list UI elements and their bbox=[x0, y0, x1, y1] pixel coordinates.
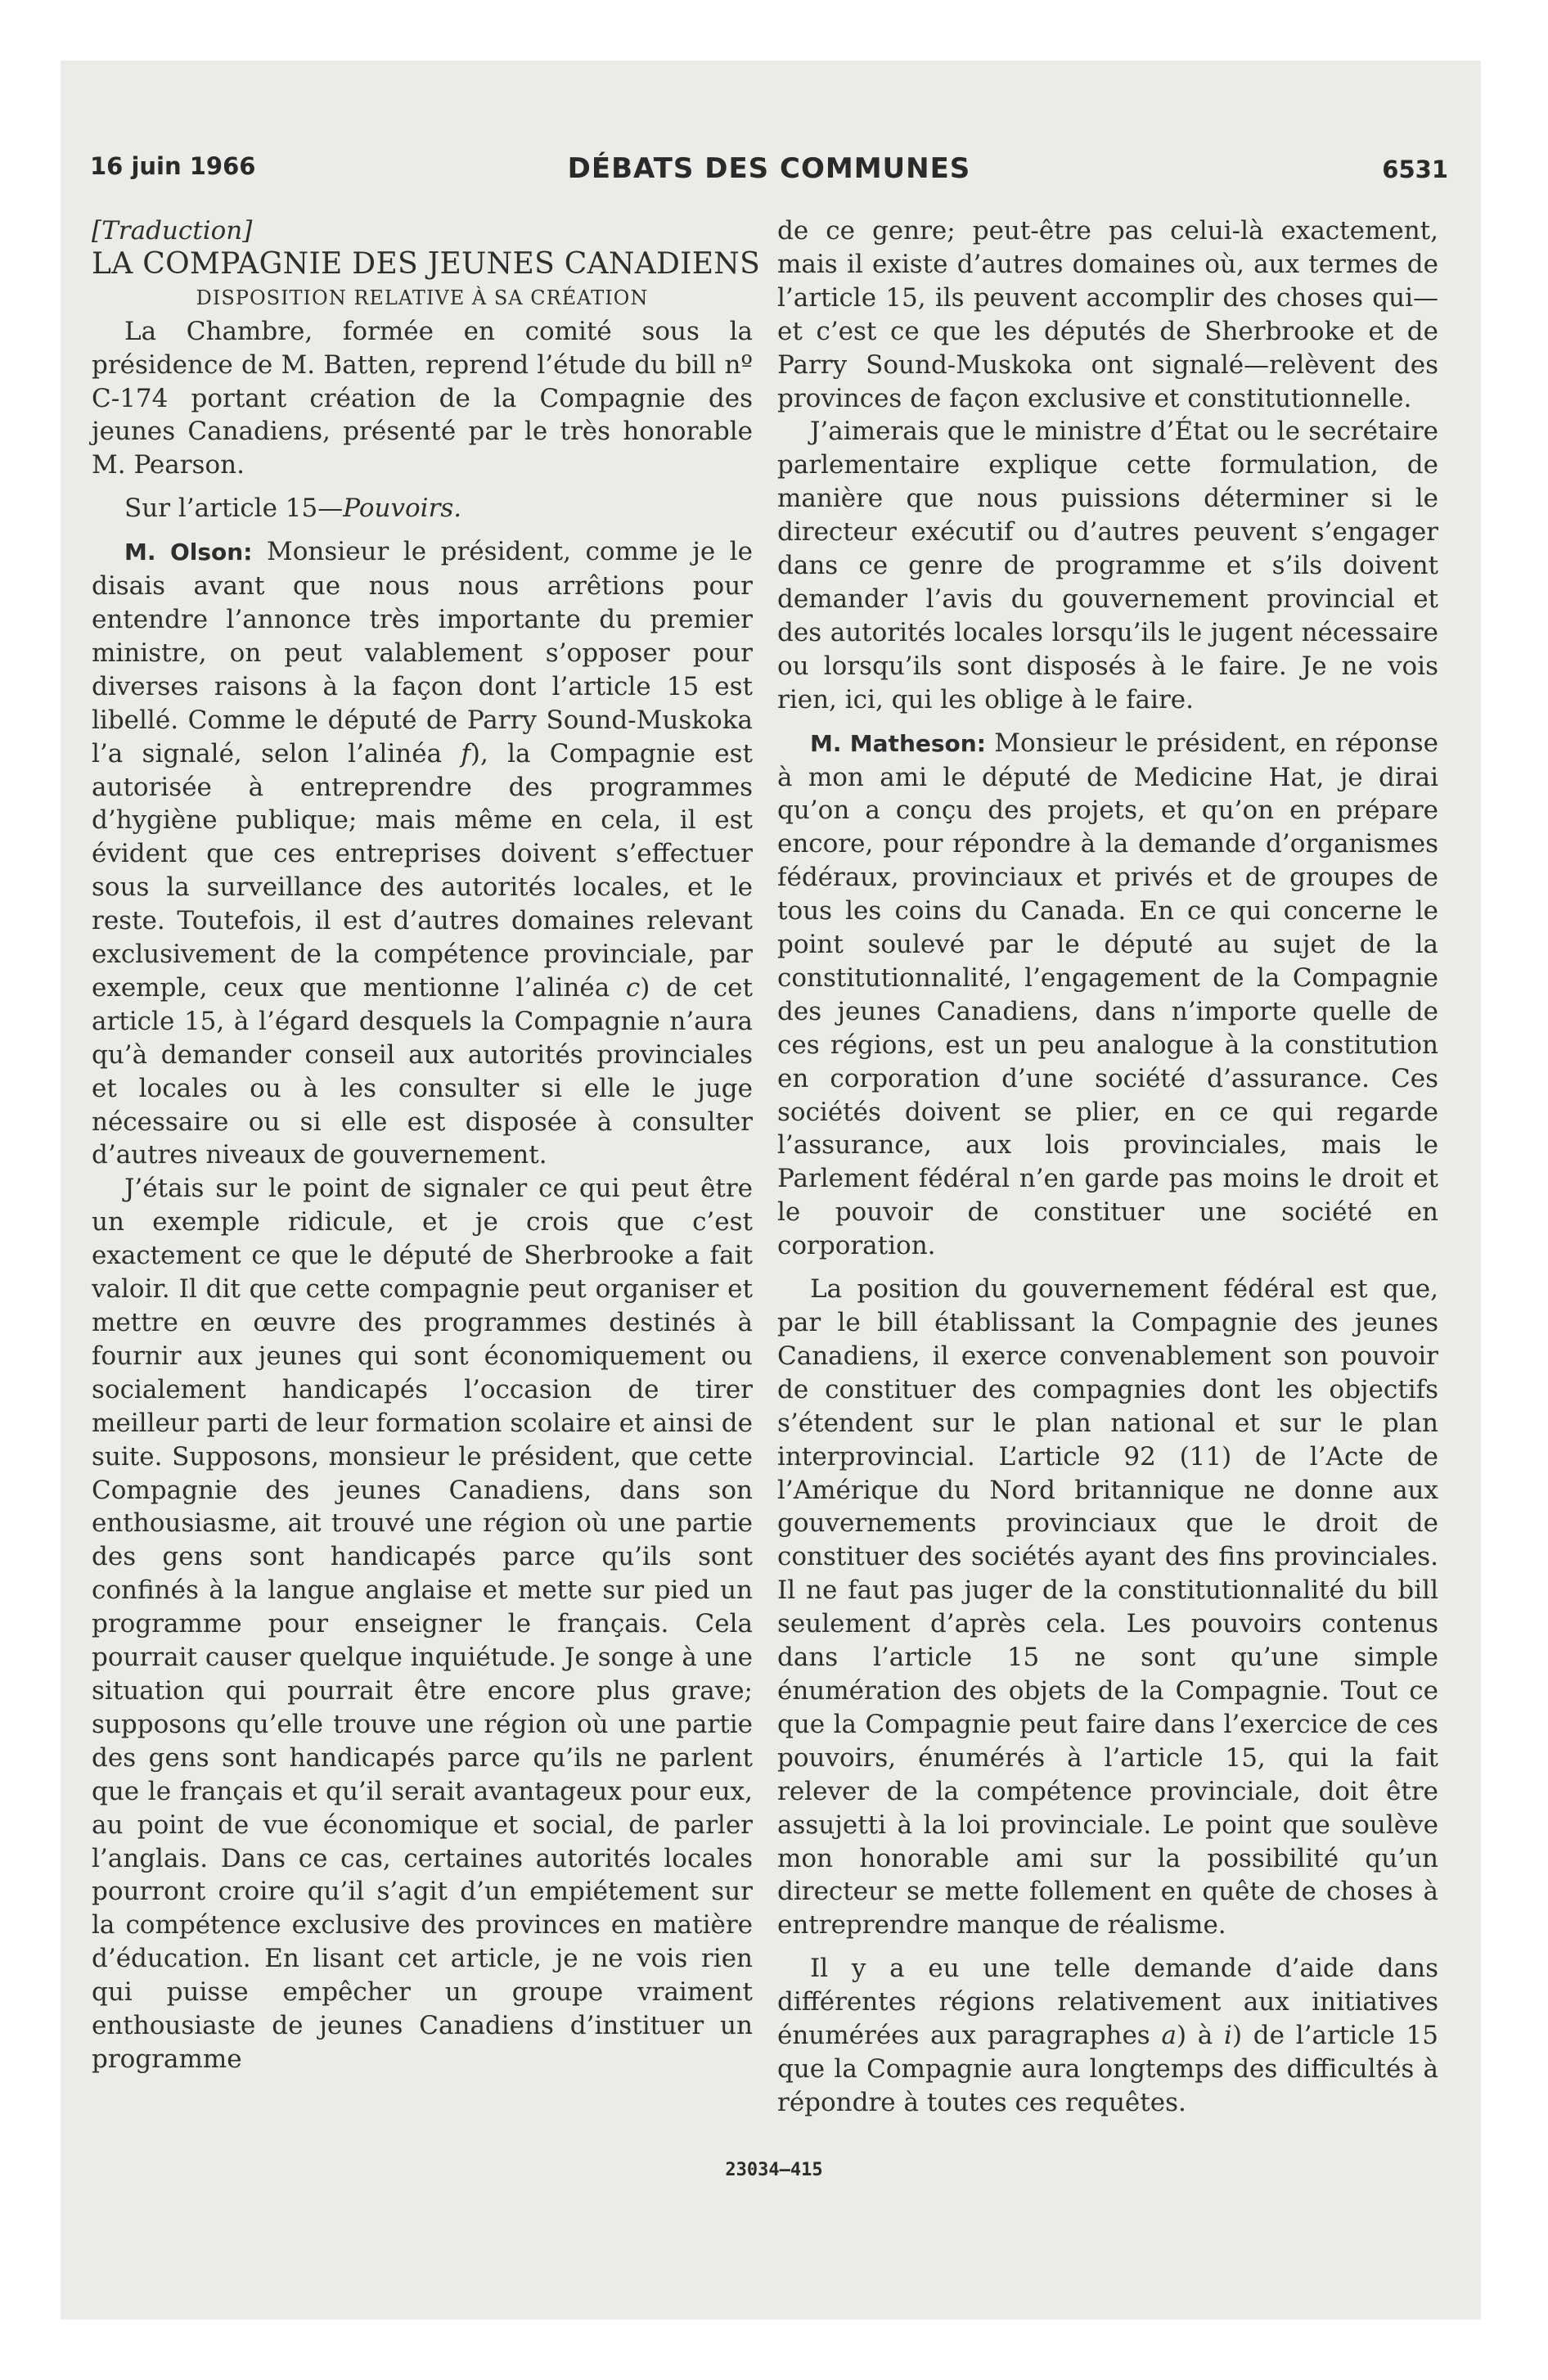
header-page-number: 6531 bbox=[1382, 156, 1448, 183]
intro-paragraph: La Chambre, formée en comité sous la présidence de M. Batten, reprend l’étude du bill nº C-174 portant création de la Compagnie des jeunes Canadiens, présenté par le très honorable M. Pearson. bbox=[92, 316, 753, 480]
article-prefix: Sur l’article 15— bbox=[124, 494, 344, 524]
page-header bbox=[90, 152, 1448, 193]
olson-alinea-c: c bbox=[625, 972, 641, 1003]
jetais-paragraph: J’étais sur le point de signaler ce qui peut être un exemple ridicule, et je crois que c’est exactement ce que le député de Sherbrooke a fait valoir. Il dit que cette compagnie peut organiser et mettre en œuvre des programmes destinés à fournir aux jeunes qui sont économiquement ou socialement handicapés l’occasion de tirer meilleur parti de leur formation scolaire et ainsi de suite. Supposons, monsieur le président, que cette Compagnie des jeunes Canadiens, dans son enthousiasme, ait trouvé une région où une partie des gens sont handicapés parce qu’ils sont confinés à la langue anglaise et mette sur pied un programme pour enseigner le français. Cela pourrait causer quelque inquiétude. Je songe à une situation qui pourrait être encore plus grave; supposons qu’elle trouve une région où une partie des gens sont handicapés parce qu’ils ne parlent que le français et qu’il serait avantageux pour eux, au point de vue économique et social, de parler l’anglais. Dans ce cas, certaines autorités locales pourront croire qu’il s’agit d’un empiétement sur la compétence exclusive des provinces en matière d’éducation. En lisant cet article, je ne vois rien qui puisse empêcher un groupe vraiment enthousiaste de jeunes Canadiens d’instituer un programme bbox=[92, 1174, 753, 2074]
ilya-para-i: i bbox=[1224, 2021, 1232, 2051]
ilya-para-a: a bbox=[1161, 2021, 1177, 2051]
olson-alinea-f: f bbox=[461, 738, 470, 769]
jaimerais-paragraph: J’aimerais que le ministre d’État ou le secrétaire parlementaire explique cette formulation, de manière que nous puissions déterminer si le directeur exécutif ou d’autres peuvent s’engager dans ce genre de programme et s’ils doivent demander l’avis du gouvernement provincial et des autorités locales lorsqu’ils le jugent nécessaire ou lorsqu’ils sont disposés à le faire. Je ne vois rien, ici, qui les oblige à le faire. bbox=[777, 417, 1438, 714]
olson-text-1: Monsieur le président, comme je le disais avant que nous nous arrêtions pour entendre l’annonce très importante du premier ministre, on peut valablement s’opposer pour diverses raisons à la façon dont l’article 15 est libellé. Comme le député de Parry Sound-Muskoka l’a signalé, selon l’alinéa bbox=[92, 537, 753, 769]
olson-text-3: ) de cet article 15, à l’égard desquels la Compagnie n’aura qu’à demander conseil aux autorités provinciales et locales ou à les consulter si elle le juge nécessaire ou si elle est disposée à consulter d’autres niveaux de gouvernement. bbox=[92, 972, 753, 1170]
continuation-paragraph: de ce genre; peut-être pas celui-là exactement, mais il existe d’autres domaines où, aux termes de l’article 15, ils peuvent accomplir des choses qui—et c’est ce que les députés de Sherbrooke et de Parry Sound-Muskoka ont signalé—relèvent des provinces de façon exclusive et constitutionnelle. bbox=[777, 216, 1438, 413]
ilya-text-2: ) à bbox=[1176, 2021, 1225, 2051]
speaker-olson: M. Olson: bbox=[124, 539, 253, 566]
matheson-text: Monsieur le président, en réponse à mon ami le député de Medicine Hat, je dirai qu’on a conçu des projets, et qu’on en prépare encore, pour répondre à la demande d’organismes fédéraux, provinciaux et privés et de groupes de tous les coins du Canada. En ce qui concerne le point soulevé par le député au sujet de la constitutionnalité, l’engagement de la Compagnie des jeunes Canadiens, dans n’importe quelle de ces régions, est un peu analogue à la constitution en corporation d’une société d’assurance. Ces sociétés doivent se plier, en ce qui regarde l’assurance, aux lois provinciales, mais le Parlement fédéral n’en garde pas moins le droit et le pouvoir de constituer une société en corporation. bbox=[777, 728, 1438, 1261]
section-subtitle: DISPOSITION RELATIVE À SA CRÉATION bbox=[196, 286, 649, 309]
header-date: 16 juin 1966 bbox=[90, 152, 256, 180]
olson-text-2: ), la Compagnie est autorisée à entreprendre des programmes d’hygiène publique; mais même en cela, il est évident que ces entreprises doivent s’effectuer sous la surveillance des autorités locales, et le reste. Toutefois, il est d’autres domaines relevant exclusivement de la compétence provinciale, par exemple, ceux que mentionne l’alinéa bbox=[92, 738, 753, 1003]
printer-signature: 23034—415 bbox=[725, 2160, 823, 2180]
right-column bbox=[777, 214, 1438, 2120]
position-paragraph: La position du gouvernement fédéral est que, par le bill établissant la Compagnie des jeunes Canadiens, il exerce convenablement son pouvoir de constituer des compagnies dont les objectifs s’étendent sur le plan national et sur le plan interprovincial. L’article 92 (11) de l’Acte de l’Amérique du Nord britannique ne donne aux gouvernements provinciaux que le droit de constituer des sociétés ayant des fins provinciales. Il ne faut pas juger de la constitutionnalité du bill seulement d’après cela. Les pouvoirs contenus dans l’article 15 ne sont qu’une simple énumération des objets de la Compagnie. Tout ce que la Compagnie peut faire dans l’exercice de ces pouvoirs, énumérés à l’article 15, qui la fait relever de la compétence provinciale, doit être assujetti à la loi provinciale. Le point que soulève mon honorable ami sur la possibilité qu’un directeur se mette follement en quête de choses à entreprendre manque de réalisme. bbox=[777, 1274, 1438, 1941]
ilya-text-3: ) de l’article 15 que la Compagnie aura longtemps des difficultés à répondre à toutes ces requêtes. bbox=[777, 2021, 1438, 2117]
section-title: LA COMPAGNIE DES JEUNES CANADIENS bbox=[92, 246, 761, 281]
speaker-matheson: M. Matheson: bbox=[810, 729, 986, 757]
left-column bbox=[92, 214, 761, 2076]
article-heading bbox=[92, 492, 753, 525]
ilya-paragraph bbox=[777, 1952, 1438, 2120]
ilya-text-1: Il y a eu une telle demande d’aide dans différentes régions relativement aux initiatives énumérées aux paragraphes bbox=[777, 1954, 1438, 2051]
matheson-paragraph bbox=[777, 727, 1438, 1264]
olson-paragraph bbox=[92, 535, 753, 1172]
article-title: Pouvoirs. bbox=[343, 494, 462, 524]
header-title: DÉBATS DES COMMUNES bbox=[567, 152, 971, 185]
traduction-label: [Traduction] bbox=[92, 216, 253, 246]
